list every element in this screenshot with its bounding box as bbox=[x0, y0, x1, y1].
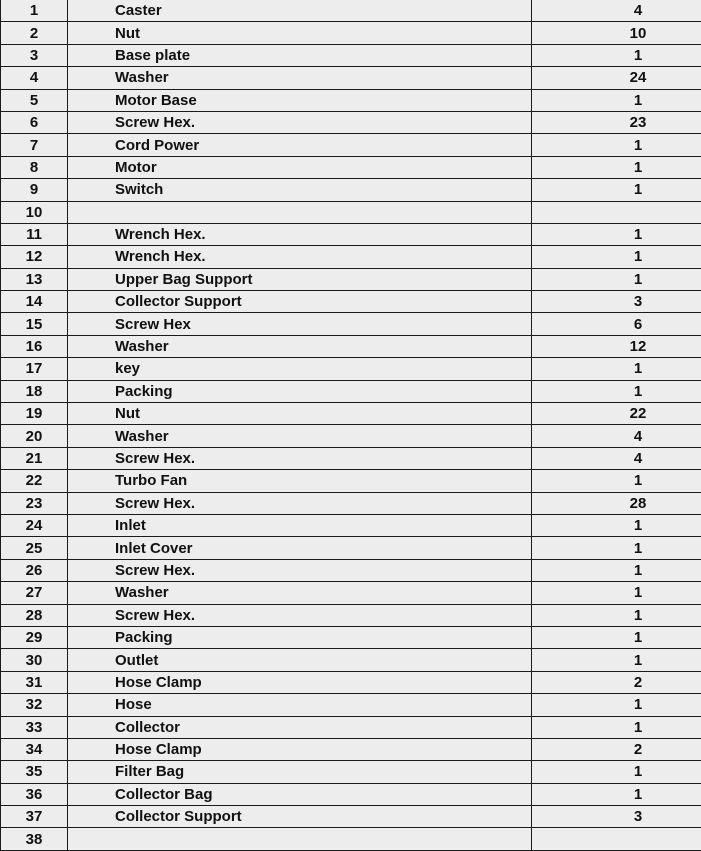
table-row bbox=[1, 291, 701, 313]
part-name-cell: Outlet bbox=[68, 649, 532, 671]
part-qty-cell: 1 bbox=[532, 626, 701, 648]
part-number-cell: 22 bbox=[1, 470, 68, 492]
part-qty-cell: 1 bbox=[532, 559, 701, 581]
part-qty-cell: 1 bbox=[532, 89, 701, 111]
table-row bbox=[1, 111, 701, 133]
table-row bbox=[1, 716, 701, 738]
part-name-cell: Collector Support bbox=[68, 291, 532, 313]
part-qty-cell: 1 bbox=[532, 358, 701, 380]
table-row bbox=[1, 738, 701, 760]
part-qty-cell: 10 bbox=[532, 22, 701, 44]
part-qty-cell: 1 bbox=[532, 582, 701, 604]
table-row bbox=[1, 313, 701, 335]
part-number-cell: 31 bbox=[1, 671, 68, 693]
part-number-cell: 5 bbox=[1, 89, 68, 111]
table-row bbox=[1, 22, 701, 44]
part-qty-cell: 4 bbox=[532, 447, 701, 469]
part-name-cell: Inlet bbox=[68, 514, 532, 536]
part-name-cell: Screw Hex. bbox=[68, 559, 532, 581]
part-name-cell: Turbo Fan bbox=[68, 470, 532, 492]
part-number-cell: 7 bbox=[1, 134, 68, 156]
part-qty-cell: 1 bbox=[532, 604, 701, 626]
part-qty-cell: 1 bbox=[532, 694, 701, 716]
part-qty-cell: 1 bbox=[532, 179, 701, 201]
part-name-cell: Collector Support bbox=[68, 806, 532, 828]
part-name-cell: Screw Hex bbox=[68, 313, 532, 335]
part-qty-cell: 6 bbox=[532, 313, 701, 335]
part-number-cell: 20 bbox=[1, 425, 68, 447]
part-number-cell: 11 bbox=[1, 223, 68, 245]
part-name-cell: Screw Hex. bbox=[68, 111, 532, 133]
table-row bbox=[1, 649, 701, 671]
part-name-cell: Hose Clamp bbox=[68, 671, 532, 693]
part-number-cell: 14 bbox=[1, 291, 68, 313]
table-row bbox=[1, 223, 701, 245]
part-number-cell: 27 bbox=[1, 582, 68, 604]
part-name-cell: Packing bbox=[68, 380, 532, 402]
part-qty-cell: 3 bbox=[532, 291, 701, 313]
part-number-cell: 12 bbox=[1, 246, 68, 268]
part-qty-cell: 24 bbox=[532, 67, 701, 89]
part-name-cell bbox=[68, 201, 532, 223]
part-number-cell: 17 bbox=[1, 358, 68, 380]
table-row bbox=[1, 828, 701, 850]
part-number-cell: 38 bbox=[1, 828, 68, 850]
part-number-cell: 8 bbox=[1, 156, 68, 178]
table-row bbox=[1, 447, 701, 469]
part-number-cell: 30 bbox=[1, 649, 68, 671]
part-name-cell: Washer bbox=[68, 335, 532, 357]
part-number-cell: 29 bbox=[1, 626, 68, 648]
table-row bbox=[1, 425, 701, 447]
part-number-cell: 34 bbox=[1, 738, 68, 760]
part-name-cell: Washer bbox=[68, 425, 532, 447]
part-qty-cell: 28 bbox=[532, 492, 701, 514]
part-number-cell: 28 bbox=[1, 604, 68, 626]
table-row bbox=[1, 470, 701, 492]
part-name-cell: Packing bbox=[68, 626, 532, 648]
table-row bbox=[1, 492, 701, 514]
table-row bbox=[1, 0, 701, 22]
part-number-cell: 26 bbox=[1, 559, 68, 581]
part-qty-cell: 2 bbox=[532, 671, 701, 693]
part-number-cell: 33 bbox=[1, 716, 68, 738]
part-name-cell: Nut bbox=[68, 403, 532, 425]
part-number-cell: 9 bbox=[1, 179, 68, 201]
part-number-cell: 6 bbox=[1, 111, 68, 133]
part-number-cell: 32 bbox=[1, 694, 68, 716]
table-row bbox=[1, 201, 701, 223]
part-name-cell: Inlet Cover bbox=[68, 537, 532, 559]
part-qty-cell: 1 bbox=[532, 380, 701, 402]
table-row bbox=[1, 671, 701, 693]
table-row bbox=[1, 806, 701, 828]
part-number-cell: 15 bbox=[1, 313, 68, 335]
part-number-cell: 1 bbox=[1, 0, 68, 22]
table-row bbox=[1, 179, 701, 201]
table-row bbox=[1, 156, 701, 178]
part-number-cell: 24 bbox=[1, 514, 68, 536]
part-qty-cell: 1 bbox=[532, 44, 701, 66]
table-row bbox=[1, 44, 701, 66]
table-row bbox=[1, 761, 701, 783]
part-name-cell: Screw Hex. bbox=[68, 447, 532, 469]
table-row bbox=[1, 514, 701, 536]
part-number-cell: 3 bbox=[1, 44, 68, 66]
part-number-cell: 37 bbox=[1, 806, 68, 828]
part-qty-cell: 4 bbox=[532, 425, 701, 447]
part-number-cell: 10 bbox=[1, 201, 68, 223]
part-name-cell: Screw Hex. bbox=[68, 492, 532, 514]
part-qty-cell: 3 bbox=[532, 806, 701, 828]
part-qty-cell: 23 bbox=[532, 111, 701, 133]
part-number-cell: 25 bbox=[1, 537, 68, 559]
table-row bbox=[1, 694, 701, 716]
part-name-cell: Switch bbox=[68, 179, 532, 201]
table-row bbox=[1, 335, 701, 357]
part-qty-cell: 1 bbox=[532, 223, 701, 245]
table-row bbox=[1, 89, 701, 111]
part-name-cell: Motor Base bbox=[68, 89, 532, 111]
part-name-cell bbox=[68, 828, 532, 850]
part-qty-cell: 1 bbox=[532, 134, 701, 156]
part-number-cell: 23 bbox=[1, 492, 68, 514]
part-qty-cell: 12 bbox=[532, 335, 701, 357]
part-qty-cell: 1 bbox=[532, 470, 701, 492]
table-row bbox=[1, 403, 701, 425]
part-qty-cell: 1 bbox=[532, 268, 701, 290]
part-qty-cell bbox=[532, 201, 701, 223]
table-row bbox=[1, 67, 701, 89]
part-number-cell: 35 bbox=[1, 761, 68, 783]
part-name-cell: key bbox=[68, 358, 532, 380]
parts-table-body bbox=[1, 0, 701, 850]
part-qty-cell: 1 bbox=[532, 537, 701, 559]
part-number-cell: 21 bbox=[1, 447, 68, 469]
part-name-cell: Hose bbox=[68, 694, 532, 716]
table-row bbox=[1, 246, 701, 268]
part-name-cell: Washer bbox=[68, 67, 532, 89]
table-row bbox=[1, 604, 701, 626]
part-qty-cell: 22 bbox=[532, 403, 701, 425]
part-name-cell: Wrench Hex. bbox=[68, 246, 532, 268]
part-number-cell: 36 bbox=[1, 783, 68, 805]
part-qty-cell: 2 bbox=[532, 738, 701, 760]
part-name-cell: Wrench Hex. bbox=[68, 223, 532, 245]
table-row bbox=[1, 626, 701, 648]
part-name-cell: Collector bbox=[68, 716, 532, 738]
part-qty-cell: 1 bbox=[532, 761, 701, 783]
table-row bbox=[1, 134, 701, 156]
table-row bbox=[1, 380, 701, 402]
part-name-cell: Caster bbox=[68, 0, 532, 22]
part-name-cell: Filter Bag bbox=[68, 761, 532, 783]
part-name-cell: Hose Clamp bbox=[68, 738, 532, 760]
part-name-cell: Nut bbox=[68, 22, 532, 44]
part-name-cell: Cord Power bbox=[68, 134, 532, 156]
table-row bbox=[1, 783, 701, 805]
part-qty-cell: 1 bbox=[532, 514, 701, 536]
part-number-cell: 16 bbox=[1, 335, 68, 357]
part-qty-cell: 1 bbox=[532, 649, 701, 671]
part-name-cell: Motor bbox=[68, 156, 532, 178]
part-number-cell: 13 bbox=[1, 268, 68, 290]
table-row bbox=[1, 268, 701, 290]
part-name-cell: Base plate bbox=[68, 44, 532, 66]
table-row bbox=[1, 537, 701, 559]
part-qty-cell: 1 bbox=[532, 783, 701, 805]
part-number-cell: 18 bbox=[1, 380, 68, 402]
part-name-cell: Collector Bag bbox=[68, 783, 532, 805]
part-qty-cell bbox=[532, 828, 701, 850]
part-qty-cell: 4 bbox=[532, 0, 701, 22]
part-qty-cell: 1 bbox=[532, 246, 701, 268]
part-number-cell: 4 bbox=[1, 67, 68, 89]
table-row bbox=[1, 358, 701, 380]
part-number-cell: 2 bbox=[1, 22, 68, 44]
table-row bbox=[1, 559, 701, 581]
part-number-cell: 19 bbox=[1, 403, 68, 425]
part-qty-cell: 1 bbox=[532, 156, 701, 178]
part-name-cell: Screw Hex. bbox=[68, 604, 532, 626]
part-name-cell: Washer bbox=[68, 582, 532, 604]
part-name-cell: Upper Bag Support bbox=[68, 268, 532, 290]
table-row bbox=[1, 582, 701, 604]
part-qty-cell: 1 bbox=[532, 716, 701, 738]
